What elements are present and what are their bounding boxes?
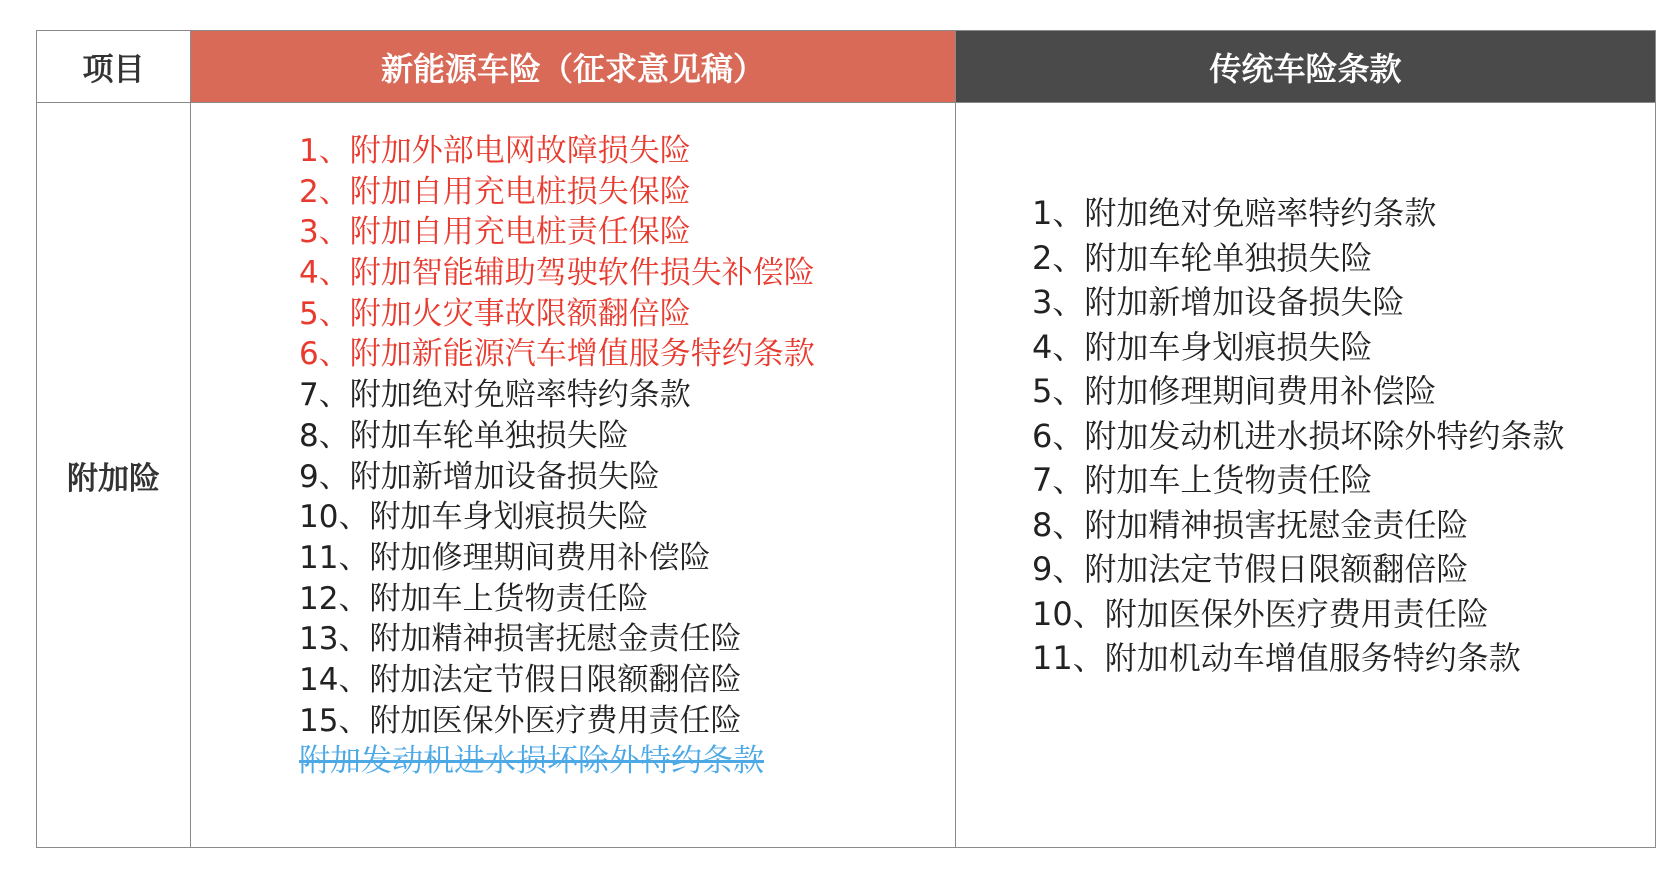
list-item: 11、附加修理期间费用补偿险 bbox=[299, 539, 711, 576]
list-item: 12、附加车上货物责任险 bbox=[299, 580, 649, 617]
traditional-cell bbox=[956, 103, 1655, 847]
list-item: 4、附加车身划痕损失险 bbox=[1032, 327, 1373, 366]
list-item: 8、附加精神损害抚慰金责任险 bbox=[1032, 505, 1469, 544]
comparison-table bbox=[36, 30, 1656, 848]
list-item: 9、附加法定节假日限额翻倍险 bbox=[1032, 550, 1469, 588]
list-item: 3、附加自用充电桩责任保险 bbox=[299, 214, 691, 251]
table-header-row bbox=[37, 31, 1655, 103]
header-item-cell: 项目 bbox=[37, 31, 191, 102]
list-item: 附加发动机进水损坏除外特约条款 bbox=[299, 743, 764, 780]
list-item: 9、附加新增加设备损失险 bbox=[299, 458, 660, 495]
list-item: 1、附加绝对免赔率特约条款 bbox=[1032, 194, 1437, 232]
list-item: 5、附加火灾事故限额翻倍险 bbox=[299, 295, 691, 332]
list-item: 3、附加新增加设备损失险 bbox=[1032, 283, 1405, 321]
list-item: 14、附加法定节假日限额翻倍险 bbox=[299, 661, 742, 698]
list-item: 5、附加修理期间费用补偿险 bbox=[1032, 372, 1437, 410]
list-item: 1、附加外部电网故障损失险 bbox=[299, 133, 691, 169]
traditional-list bbox=[1032, 191, 1564, 681]
list-item: 6、附加新能源汽车增值服务特约条款 bbox=[299, 336, 815, 373]
list-item: 2、附加自用充电桩损失保险 bbox=[299, 173, 691, 210]
list-item: 7、附加绝对免赔率特约条款 bbox=[299, 377, 691, 414]
header-traditional-cell: 传统车险条款 bbox=[956, 31, 1655, 102]
table-body-row bbox=[37, 103, 1655, 847]
list-item: 8、附加车轮单独损失险 bbox=[299, 417, 629, 454]
new-energy-cell bbox=[191, 103, 956, 847]
list-item: 2、附加车轮单独损失险 bbox=[1032, 238, 1373, 277]
list-item: 4、附加智能辅助驾驶软件损失补偿险 bbox=[299, 255, 815, 292]
list-item: 10、附加医保外医疗费用责任险 bbox=[1032, 594, 1489, 633]
row-label-cell: 附加险 bbox=[37, 103, 191, 847]
list-item: 10、附加车身划痕损失险 bbox=[299, 499, 649, 536]
list-item: 7、附加车上货物责任险 bbox=[1032, 461, 1373, 499]
new-energy-list bbox=[299, 131, 815, 782]
list-item: 15、附加医保外医疗费用责任险 bbox=[299, 702, 742, 739]
header-new-energy-cell: 新能源车险（征求意见稿） bbox=[191, 31, 956, 102]
list-item: 6、附加发动机进水损坏除外特约条款 bbox=[1032, 416, 1565, 455]
list-item: 13、附加精神损害抚慰金责任险 bbox=[299, 621, 742, 658]
list-item: 11、附加机动车增值服务特约条款 bbox=[1032, 639, 1521, 677]
